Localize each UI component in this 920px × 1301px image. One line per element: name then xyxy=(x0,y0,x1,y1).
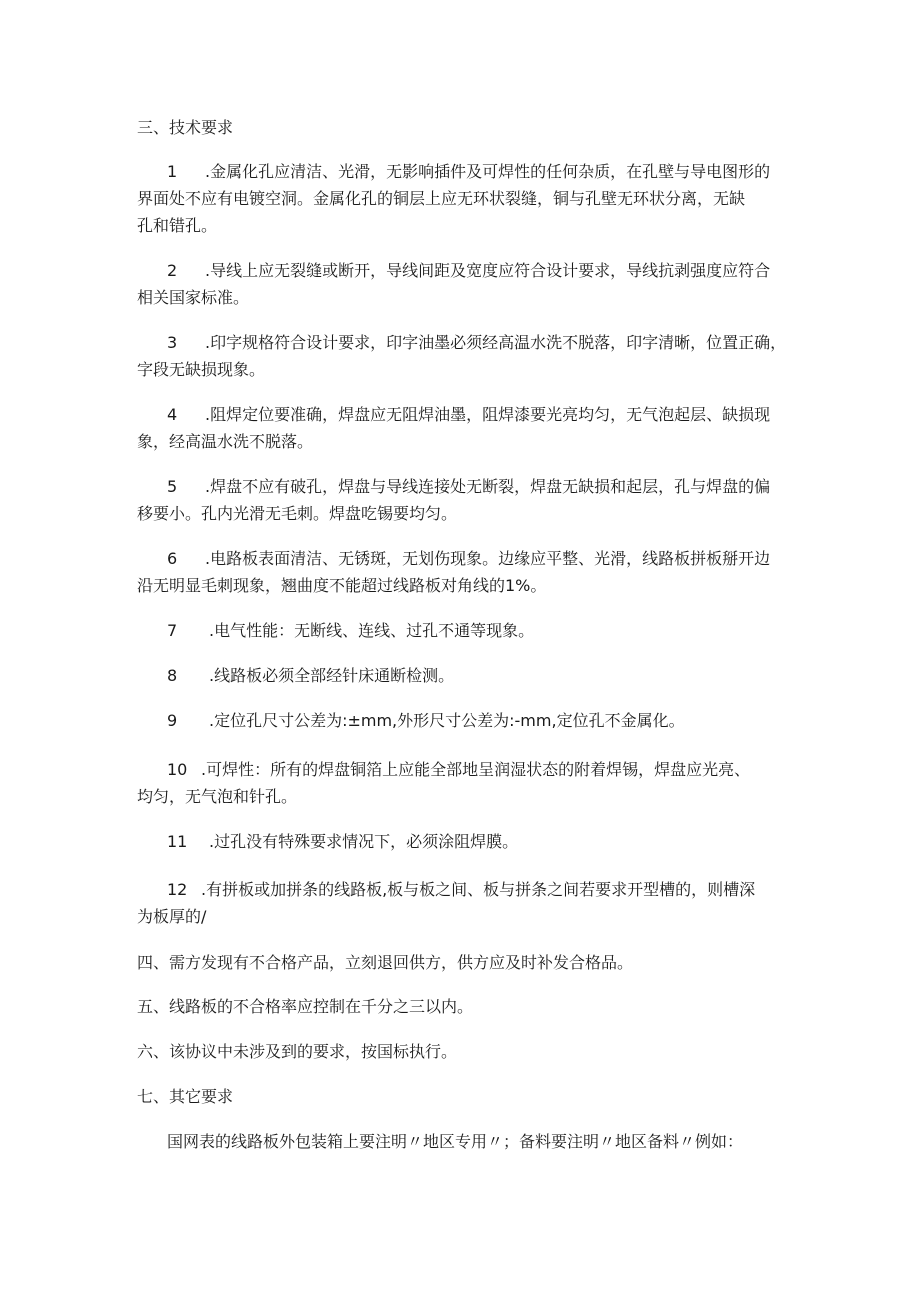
item-number: 11 xyxy=(167,832,188,851)
item-text-line: .线路板必须全部经针床通断检测。 xyxy=(209,666,455,685)
item-number: 5 xyxy=(167,477,178,496)
item-number: 4 xyxy=(167,405,178,424)
requirement-item-7 xyxy=(137,617,797,644)
item-text-line: .印字规格符合设计要求，印字油墨必须经高温水洗不脱落，印字清晰，位置正确， xyxy=(205,333,787,352)
item-number: 8 xyxy=(167,666,178,685)
item-text-line: .定位孔尺寸公差为:±mm,外形尺寸公差为:-mm,定位孔不金属化。 xyxy=(209,711,685,730)
item-number: 3 xyxy=(167,333,178,352)
item-number: 10 xyxy=(167,760,188,779)
item-text-line: .过孔没有特殊要求情况下，必须涂阻焊膜。 xyxy=(209,832,519,851)
item-text-line: .电气性能：无断线、连线、过孔不通等现象。 xyxy=(209,621,535,640)
item-text-line: .导线上应无裂缝或断开，导线间距及宽度应符合设计要求，导线抗剥强度应符合 xyxy=(205,261,771,280)
item-text-line: .可焊性：所有的焊盘铜箔上应能全部地呈润湿状态的附着焊锡，焊盘应光亮、 xyxy=(201,760,751,779)
requirement-item-3 xyxy=(137,329,797,383)
requirement-item-11 xyxy=(137,828,797,855)
item-text-line: 为板厚的/ xyxy=(137,907,207,926)
item-number: 9 xyxy=(167,711,178,730)
section-6: 六、该协议中未涉及到的要求，按国标执行。 xyxy=(137,1042,458,1061)
requirement-item-4 xyxy=(137,401,797,455)
requirement-item-10 xyxy=(137,756,797,810)
item-text-line: 相关国家标准。 xyxy=(137,288,250,307)
item-number: 7 xyxy=(167,621,178,640)
item-text-line: .有拼板或加拼条的线路板,板与板之间、板与拼条之间若要求开型槽的，则槽深 xyxy=(201,880,756,899)
item-text-line: 孔和错孔。 xyxy=(137,216,218,235)
requirement-item-5 xyxy=(137,473,797,527)
requirement-item-1 xyxy=(137,158,797,239)
item-text-line: 移要小。孔内光滑无毛刺。焊盘吃锡要均匀。 xyxy=(137,504,458,523)
item-text-line: 字段无缺损现象。 xyxy=(137,360,266,379)
section-5: 五、线路板的不合格率应控制在千分之三以内。 xyxy=(137,997,474,1016)
item-text-line: 界面处不应有电镀空洞。金属化孔的铜层上应无环状裂缝，铜与孔壁无环状分离，无缺 xyxy=(137,189,746,208)
item-text-line: .金属化孔应清洁、光滑，无影响插件及可焊性的任何杂质，在孔壁与导电图形的 xyxy=(205,162,771,181)
item-text-line: .电路板表面清洁、无锈斑，无划伤现象。边缘应平整、光滑，线路板拼板掰开边 xyxy=(205,549,771,568)
item-number: 1 xyxy=(167,162,178,181)
requirement-item-2 xyxy=(137,257,797,311)
section-7-heading: 七、其它要求 xyxy=(137,1087,234,1106)
requirement-item-6 xyxy=(137,545,797,599)
item-text-line: .阻焊定位要准确，焊盘应无阻焊油墨，阻焊漆要光亮均匀，无气泡起层、缺损现 xyxy=(205,405,771,424)
item-text-line: 均匀，无气泡和针孔。 xyxy=(137,787,298,806)
section-7-text: 国网表的线路板外包装箱上要注明〃地区专用〃；备料要注明〃地区备料〃例如： xyxy=(167,1132,744,1151)
item-text-line: 沿无明显毛刺现象，翘曲度不能超过线路板对角线的1%。 xyxy=(137,576,547,595)
section-4: 四、需方发现有不合格产品，立刻退回供方，供方应及时补发合格品。 xyxy=(137,953,634,972)
item-text-line: .焊盘不应有破孔，焊盘与导线连接处无断裂，焊盘无缺损和起层，孔与焊盘的偏 xyxy=(205,477,771,496)
requirement-item-8 xyxy=(137,662,797,689)
item-number: 12 xyxy=(167,880,188,899)
item-number: 6 xyxy=(167,549,178,568)
requirement-item-12 xyxy=(137,876,797,930)
section-3-heading: 三、技术要求 xyxy=(137,118,234,137)
item-text-line: 象，经高温水洗不脱落。 xyxy=(137,432,314,451)
item-number: 2 xyxy=(167,261,178,280)
requirement-item-9 xyxy=(137,707,797,734)
